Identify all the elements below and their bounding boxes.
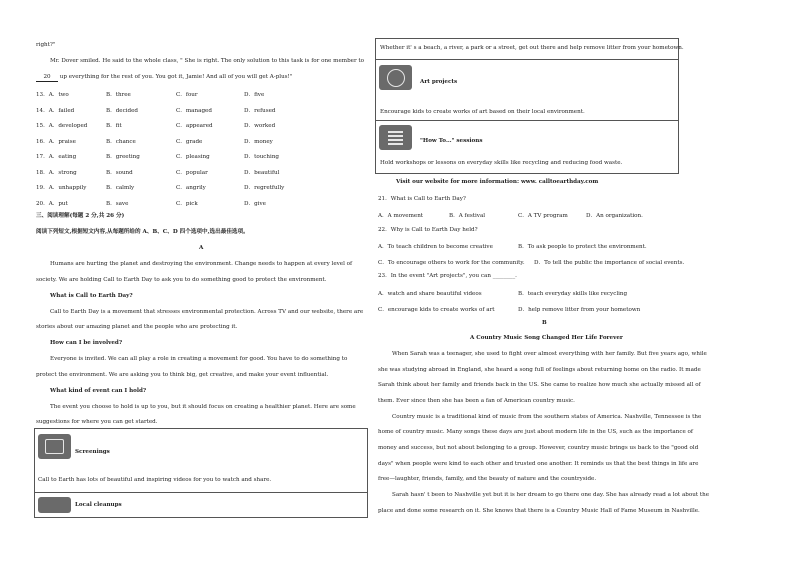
text-line: Sarah hasn' t been to Nashville yet but it is her dream to go there one day. She has already read a lot about the — [392, 492, 710, 498]
text-line: Mr. Dover smiled. He said to the whole class, " She is right. The only solution to this task is for one member to — [50, 58, 365, 64]
option: D．regretfully — [244, 185, 285, 191]
option: C．appeared — [176, 123, 213, 129]
text-line: Humans are hurting the planet and destroying the environment. Change needs to happen at every level of — [50, 261, 353, 267]
screen-icon — [38, 434, 71, 459]
text-line: protect the environment. We are asking you to think big, get creative, and make your event influential. — [36, 372, 329, 378]
subheading: What kind of event can I hold? — [50, 388, 147, 394]
option: B．fit — [106, 123, 122, 129]
question: 23．In the event "Art projects", you can ________. — [378, 273, 517, 279]
option: B．save — [106, 200, 129, 207]
box-title: "How To…" sessions — [420, 138, 483, 144]
text-line: home of country music. Many songs these days are just about modern life in the US, such as the importance of — [378, 429, 693, 435]
text-line: When Sarah was a teenager, she used to fight over almost everything with her family. But five years ago, while — [392, 351, 707, 357]
passage-letter: A — [199, 245, 204, 251]
passage-letter: B — [542, 320, 547, 326]
option: D．To tell the public the importance of social events. — [534, 260, 685, 266]
passage-title: A Country Music Song Changed Her Life Forever — [470, 335, 623, 341]
option: 15．A．developed — [36, 123, 88, 129]
option: B．chance — [106, 138, 136, 145]
text-line: them. Ever since then she has been a fan of American country music. — [378, 398, 575, 404]
text-line: place and done some research on it. She knows that there is a Country Music Hall of Fame Museum in Nashville. — [378, 508, 700, 514]
option: D．An organization. — [586, 213, 643, 219]
option: B．decided — [106, 107, 138, 114]
blank-20: 20 — [36, 74, 58, 82]
text-line: The event you choose to hold is up to you, but it should focus on creating a healthier planet. Here are some — [50, 404, 356, 410]
text-line: Everyone is invited. We can all play a role in creating a movement for good. You have to do something to — [50, 356, 348, 362]
option: B．To ask people to protect the environment. — [518, 244, 647, 250]
option: D．refused — [244, 107, 276, 114]
option: D．beautiful — [244, 169, 280, 176]
option: B．greeting — [106, 154, 140, 160]
text-line: she was studying abroad in England, she heard a song full of feelings about returning home on the radio. It made — [378, 367, 701, 373]
option: D．five — [244, 92, 265, 98]
box-text: Call to Earth has lots of beautiful and inspiring videos for you to watch and share. — [38, 477, 272, 483]
option: C．To encourage others to work for the community. — [378, 260, 525, 266]
subheading: What is Call to Earth Day? — [50, 293, 133, 299]
list-icon — [379, 125, 412, 150]
box-title: Local cleanups — [75, 502, 122, 508]
instruction: 阅读下列短文,根据短文内容,从每题所给的 A、B、C、D 四个选项中,选出最佳选项。 — [36, 229, 249, 235]
cleanup-icon — [38, 497, 71, 513]
question: 22．Why is Call to Earth Day held? — [378, 227, 478, 233]
art-palette-icon — [379, 65, 412, 90]
box-title: Screenings — [75, 449, 110, 455]
option: C．managed — [176, 107, 212, 114]
option: C．encourage kids to create works of art — [378, 307, 495, 313]
option: 19．A．unhappily — [36, 185, 87, 191]
text-line: stories about our amazing planet and the people who are protecting it. — [36, 324, 238, 330]
box-text: Hold workshops or lessons on everyday skills like recycling and reducing food waste. — [380, 160, 623, 166]
option: C．angrily — [176, 185, 206, 191]
option: A．A movement — [378, 213, 424, 219]
option: B．A festival — [449, 213, 486, 219]
option: 13．A．two — [36, 92, 69, 98]
text-line: suggestions for where you can get started. — [36, 419, 158, 425]
box-text: Whether it' s a beach, a river, a park or a street, get out there and help remove litter from your hometown. — [380, 45, 684, 51]
option: D．touching — [244, 154, 280, 160]
option: B．calmly — [106, 185, 135, 191]
option: D．help remove litter from your hometown — [518, 307, 641, 313]
subheading: How can I be involved? — [50, 340, 123, 346]
option: 14．A．failed — [36, 107, 75, 114]
option: 20．A．put — [36, 200, 68, 207]
website-line: Visit our website for more information: www. calltoearthday.com — [396, 179, 599, 185]
box-text: Encourage kids to create works of art based on their local environment. — [380, 109, 585, 115]
text-line: days" when people were kind to each other and trusted one another. It reminds us that the best things in life are — [378, 461, 699, 467]
text-line: society. We are holding Call to Earth Day to ask you to do something good to protect the environment. — [36, 277, 327, 283]
text-fragment: up everything for the rest of you. You got it, Jamie! And all of you will get A-plus!" — [58, 74, 293, 80]
text-line: Call to Earth Day is a movement that stresses environmental protection. Across TV and our website, there are — [50, 309, 364, 315]
option: A．To teach children to become creative — [378, 244, 493, 250]
option: 17．A．eating — [36, 154, 77, 160]
text-line: free—laughter, friends, family, and the beauty of nature and the countryside. — [378, 476, 597, 482]
option: 16．A．praise — [36, 138, 76, 145]
option: D．worked — [244, 123, 276, 129]
section-title: 三、阅读理解(每题 2 分,共 26 分) — [36, 213, 125, 219]
option: B．three — [106, 92, 131, 98]
option: C．pleasing — [176, 154, 210, 160]
option: B．teach everyday skills like recycling — [518, 291, 628, 297]
option: C．pick — [176, 200, 198, 207]
event-box-right — [375, 38, 684, 174]
option: C．four — [176, 92, 198, 98]
event-box — [34, 428, 368, 518]
option: A．watch and share beautiful videos — [378, 291, 482, 297]
text-line: Country music is a traditional kind of music from the southern states of America. Nashville, Tennessee is the — [392, 414, 702, 420]
option: B．sound — [106, 169, 133, 176]
box-title: Art projects — [420, 79, 458, 85]
option: C．grade — [176, 138, 203, 145]
option: D．money — [244, 138, 273, 145]
question: 21．What is Call to Earth Day? — [378, 196, 466, 202]
option: D．give — [244, 200, 266, 207]
text-line: money and success, but not about belonging to a group. However, country music brings us back to the "good old — [378, 445, 699, 451]
text-line: right?" — [36, 42, 56, 48]
option: C．popular — [176, 169, 208, 176]
option: 18．A．strong — [36, 169, 77, 176]
option: C．A TV program — [518, 213, 568, 219]
text-line: Sarah think about her family and friends back in the US. She came to realize how much she actually missed all of — [378, 382, 701, 388]
text-line — [36, 74, 292, 82]
